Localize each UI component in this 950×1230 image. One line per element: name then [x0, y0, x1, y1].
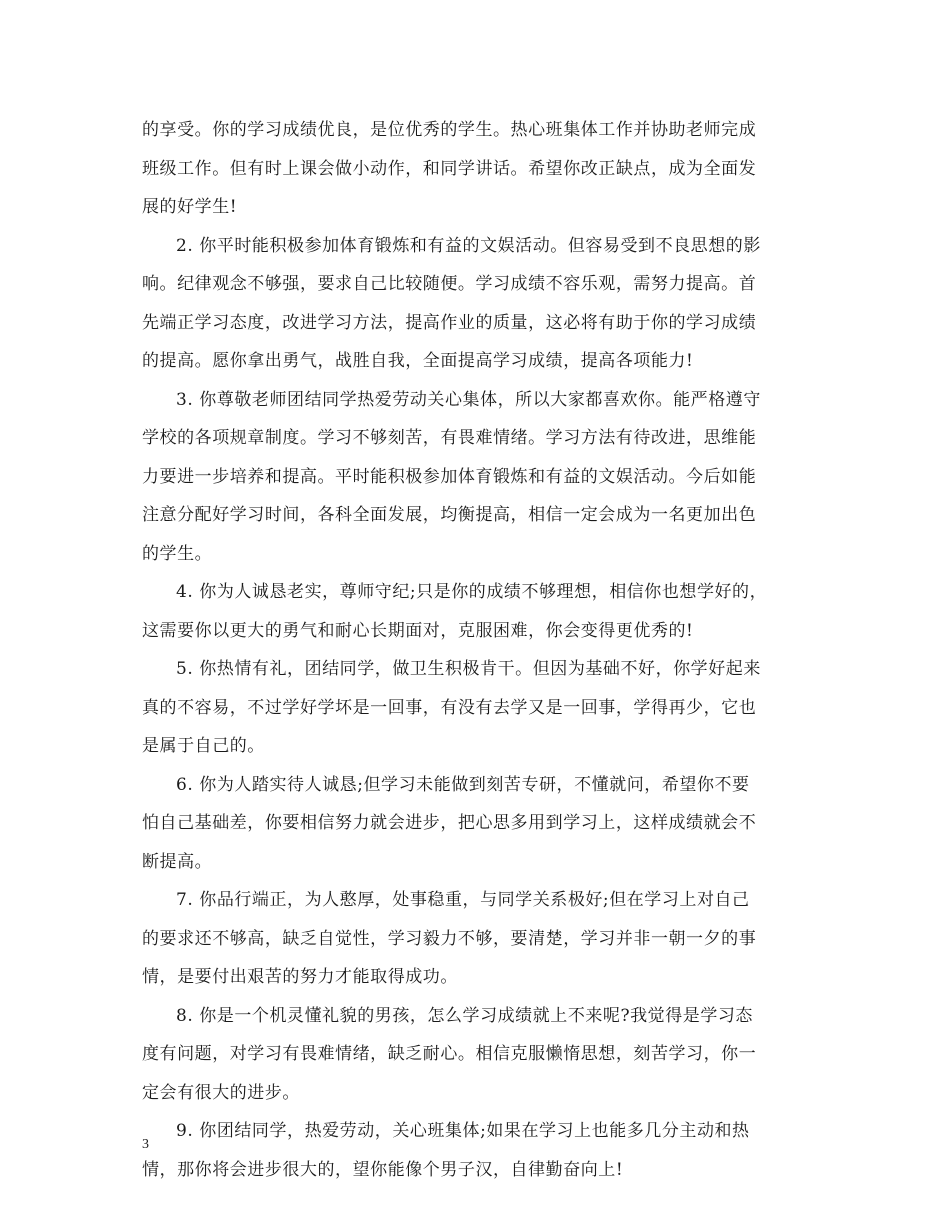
text-line: 是属于自己的。 — [142, 736, 265, 756]
text-line: 的学生。 — [142, 543, 213, 564]
text-line: 班级工作。但有时上课会做小动作，和同学讲话。希望你改正缺点，成为全面发 — [142, 158, 757, 179]
text-line: 先端正学习态度，改进学习方法，提高作业的质量，这必将有助于你的学习成绩 — [142, 312, 757, 333]
paragraph-first-line: 3. 你尊敬老师团结同学热爱劳动关心集体，所以大家都喜欢你。能严格遵守 — [176, 389, 761, 410]
paragraph-first-line: 5. 你热情有礼，团结同学，做卫生积极肯干。但因为基础不好，你学好起来 — [176, 659, 761, 679]
paragraph-first-line: 6. 你为人踏实待人诚恳;但学习未能做到刻苦专研，不懂就问，希望你不要 — [176, 774, 750, 795]
text-line: 情，是要付出艰苦的努力才能取得成功。 — [142, 967, 458, 987]
paragraph-first-line: 4. 你为人诚恳老实，尊师守纪;只是你的成绩不够理想，相信你也想学好的， — [176, 582, 768, 602]
text-line: 怕自己基础差，你要相信努力就会进步，把心思多用到学习上，这样成绩就会不 — [142, 813, 757, 833]
text-line: 断提高。 — [142, 851, 213, 872]
text-line: 力要进一步培养和提高。平时能积极参加体育锻炼和有益的文娱活动。今后如能 — [142, 466, 757, 487]
text-line: 真的不容易，不过学好学坏是一回事，有没有去学又是一回事，学得再少，它也 — [142, 697, 757, 718]
text-line: 注意分配好学习时间，各科全面发展，均衡提高，相信一定会成为一名更加出色 — [142, 505, 757, 525]
paragraph-first-line: 9. 你团结同学，热爱劳动，关心班集体;如果在学习上也能多几分主动和热 — [176, 1121, 750, 1141]
text-line: 响。纪律观念不够强，要求自己比较随便。学习成绩不容乐观，需努力提高。首 — [142, 274, 757, 294]
paragraph-first-line: 2. 你平时能积极参加体育锻炼和有益的文娱活动。但容易受到不良思想的影 — [176, 235, 761, 256]
text-line: 学校的各项规章制度。学习不够刻苦，有畏难情绪。学习方法有待改进，思维能 — [142, 428, 757, 448]
text-line: 情，那你将会进步很大的，望你能像个男子汉，自律勤奋向上! — [142, 1159, 624, 1180]
paragraph-first-line: 8. 你是一个机灵懂礼貌的男孩，怎么学习成绩就上不来呢?我觉得是学习态 — [176, 1005, 753, 1026]
text-line: 这需要你以更大的勇气和耐心长期面对，克服困难，你会变得更优秀的! — [142, 620, 694, 641]
text-line: 的提高。愿你拿出勇气，战胜自我，全面提高学习成绩，提高各项能力! — [142, 351, 694, 371]
text-line: 度有问题，对学习有畏难情绪，缺乏耐心。相信克服懒惰思想，刻苦学习，你一 — [142, 1044, 757, 1064]
document-body — [142, 111, 812, 1189]
paragraph-first-line: 7. 你品行端正，为人憨厚，处事稳重，与同学关系极好;但在学习上对自己 — [176, 890, 750, 910]
text-line: 定会有很大的进步。 — [142, 1082, 300, 1103]
text-line: 的享受。你的学习成绩优良，是位优秀的学生。热心班集体工作并协助老师完成 — [142, 120, 757, 140]
text-line: 展的好学生! — [142, 197, 238, 217]
page-number: 3 — [142, 1137, 149, 1152]
text-line: 的要求还不够高，缺乏自觉性，学习毅力不够，要清楚，学习并非一朝一夕的事 — [142, 928, 757, 949]
